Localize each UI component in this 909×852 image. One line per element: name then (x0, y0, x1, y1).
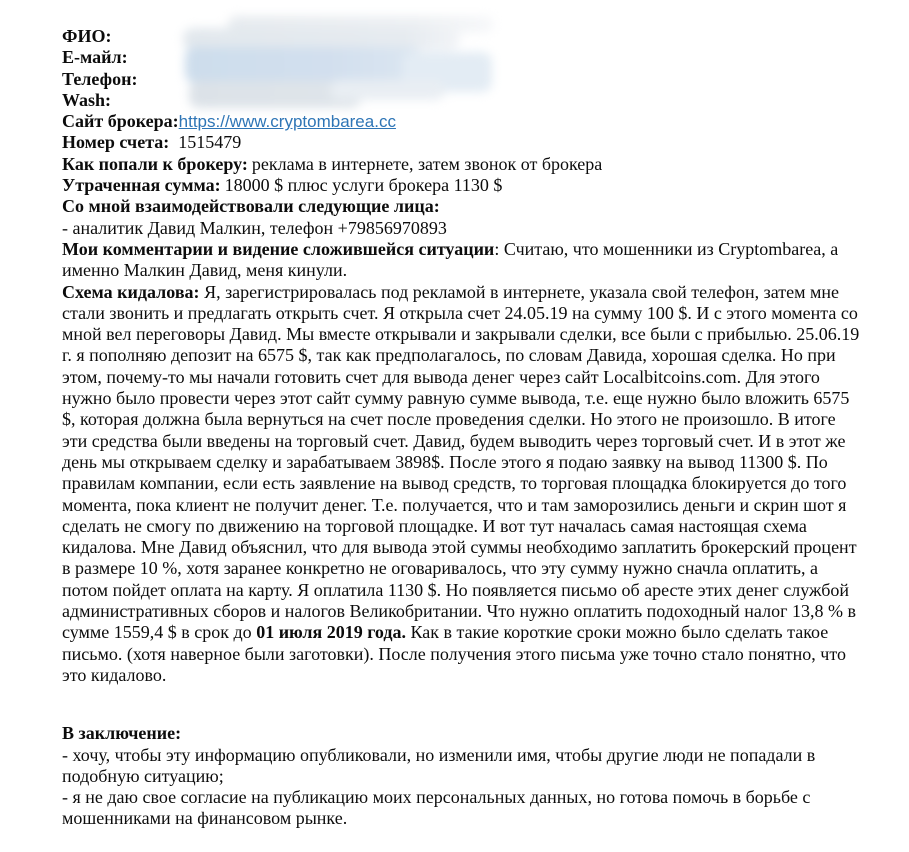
field-value-lost-amount: 18000 $ плюс услуги брокера 1130 $ (224, 175, 503, 196)
contact-person-line (62, 218, 865, 239)
field-broker-site (62, 111, 865, 132)
field-lost-amount (62, 175, 865, 196)
field-label-broker-site: Сайт брокера: (62, 111, 179, 132)
field-how-found-broker (62, 154, 865, 175)
scheme-label: Схема кидалова: (62, 281, 205, 302)
conclusion-item-2: - я не даю свое согласие на публикацию моих персональных данных, но готова помочь в борьбе с мошенниками на финансовом рынке. (62, 787, 811, 829)
field-account-number (62, 132, 865, 153)
comments-label: Мои комментарии и видение сложившейся ситуации (62, 238, 495, 259)
broker-site-link[interactable]: https://www.cryptombarea.cc (178, 112, 396, 132)
field-label-account-number: Номер счета: (62, 132, 170, 153)
blank-line-spacer (62, 686, 865, 723)
field-fio (62, 26, 865, 47)
field-email (62, 47, 865, 68)
comments-text: : Считаю, что мошенники из Cryptombarea, а именно Малкин Давид, меня кинули. (62, 238, 839, 281)
scheme-text-part2: Как в такие короткие сроки можно было сделать такое письмо. (хотя наверное были заготовки). После получения этого письма уже точно стало понятно, что это кидалово. (62, 622, 846, 685)
conclusion-item-1: - хочу, чтобы эту информацию опубликовали, но изменили имя, чтобы другие люди не попадали в подобную ситуацию; (62, 744, 816, 786)
contact-person-text: - аналитик Давид Малкин, телефон +79856970893 (62, 217, 447, 238)
scheme-text-part1: Я, зарегистрировалась под рекламой в интернете, указала свой телефон, затем мне стали звонить и предлагать открыть счет. Я открыла счет 24.05.19 на сумму 100 $. И с этого момента со мной вел переговоры Давид. Мы вместе открывали и закрывали сделки, все были с прибылью. 25.06.19 г. я пополняю депозит на 6575 $, так как предполагалось, по словам Давида, хорошая сделка. Но при этом, почему-то мы начали готовить счет для вывода денег через сайт Localbitcoins.com. Для этого нужно было провести через этот сайт сумму равную сумме вывода, т.е. еще нужно было вложить 6575 $, которая должна была вернуться на счет после проведения сделки. Но этого не произошло. В итоге эти средства были введены на торговый счет. Давид, будем выводить через торговый счет. И в этот же день мы открываем сделку и зарабатываем 3898$. После этого я подаю заявку на вывод 11300 $. По правилам компании, если есть заявление на вывод средств, то торговая площадка блокируется до того момента, пока клиент не получит денег. Т.е. получается, что и там заморозились деньги и скрин шот я сделать не смогу по движению на торговой площадке. И вот тут началась самая настоящая схема кидалова. Мне Давид объяснил, что для вывода этой суммы необходимо заплатить брокерский процент в размере 10 %, хотя заранее конкретно не оговаривалось, что эту сумму нужно сначла оплатить, а потом пойдет оплата на карту. Я оплатила 1130 $. Но появляется письмо об аресте этих денег службой административных сборов и налогов Великобритании. Что нужно оплатить подоходный налог 13,8 % в сумме 1559,4 $ в срок до (62, 281, 860, 643)
comments-paragraph (62, 239, 865, 282)
scheme-paragraph (62, 282, 865, 687)
field-value-how-found-broker: реклама в интернете, затем звонок от брокера (251, 153, 603, 174)
field-value-account-number: 1515479 (178, 132, 242, 153)
field-contact-persons-heading (62, 196, 865, 217)
scheme-deadline-date: 01 июля 2019 года. (256, 622, 407, 643)
field-label-fio: ФИО: (62, 26, 112, 46)
conclusion-heading (62, 723, 865, 744)
field-phone (62, 69, 865, 90)
field-label-how-found-broker: Как попали к брокеру: (62, 153, 248, 174)
field-label-lost-amount: Утраченная сумма: (62, 175, 221, 196)
field-label-wash: Wash: (62, 89, 112, 110)
field-label-contact-persons: Со мной взаимодействовали следующие лица: (62, 196, 440, 217)
field-label-phone: Телефон: (62, 68, 138, 89)
field-wash (62, 90, 865, 111)
conclusion-heading-text: В заключение: (62, 723, 182, 744)
field-label-email: Е-майл: (62, 47, 128, 68)
